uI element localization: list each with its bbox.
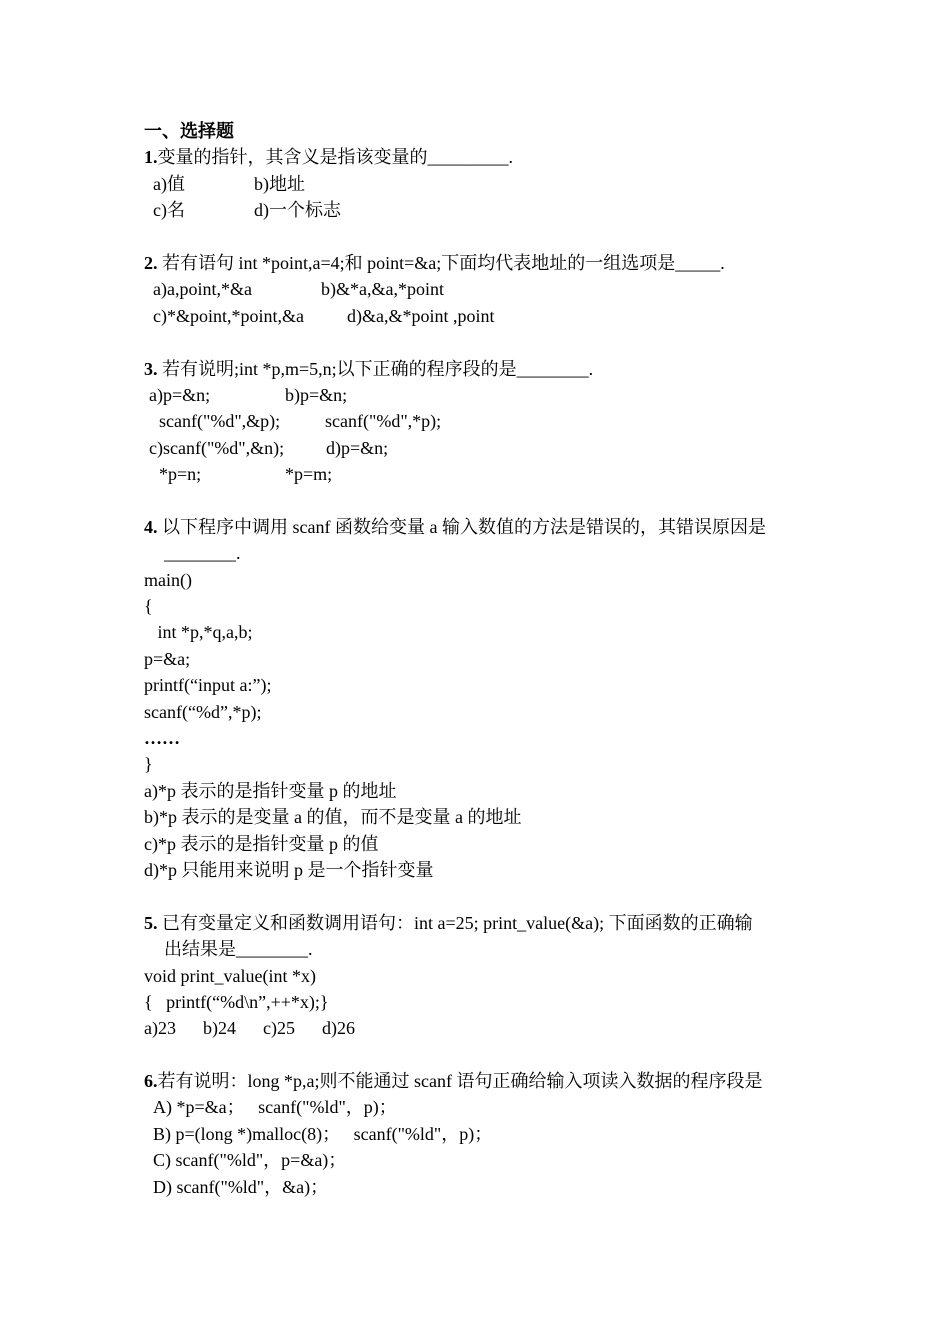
code-line: main() xyxy=(144,569,192,590)
option-b: b)地址 xyxy=(254,173,305,194)
question-2-options-row-2 xyxy=(144,303,814,329)
question-2-options-row-1 xyxy=(144,276,814,302)
option-d-line-2: *p=m; xyxy=(285,464,333,485)
option-d-line-1: d)p=&n; xyxy=(326,437,389,458)
option-b: b)&*a,&a,*point xyxy=(321,279,444,300)
code-line: void print_value(int *x) xyxy=(144,965,316,986)
question-number: 1. xyxy=(144,147,158,168)
question-4-stem xyxy=(144,514,814,540)
section-title: 一、选择题 xyxy=(144,121,234,141)
question-text: 若有说明;int *p,m=5,n;以下正确的程序段的是________. xyxy=(157,358,594,379)
option-c-line-1: c)scanf("%d",&n); xyxy=(149,437,285,458)
question-text: 已有变量定义和函数调用语句：int a=25; print_value(&a); 下面函数的正确输 xyxy=(157,912,753,933)
code-line: { printf(“%d\n”,++*x);} xyxy=(144,991,329,1012)
question-5-stem-continuation: 出结果是________. xyxy=(164,939,313,960)
option-c: c)*p 表示的是指针变量 p 的值 xyxy=(144,833,379,854)
option-c-line-2: *p=n; xyxy=(159,464,202,485)
question-2-stem xyxy=(144,250,814,276)
question-6-stem xyxy=(144,1068,814,1094)
code-line: int *p,*q,a,b; xyxy=(144,622,253,643)
question-3-options-row-3 xyxy=(144,435,814,461)
option-a-line-2: scanf("%d",&p); xyxy=(159,411,281,432)
option-d: d)&a,&*point ,point xyxy=(347,305,495,326)
code-line: scanf(“%d”,*p); xyxy=(144,701,262,722)
option-d: d)一个标志 xyxy=(254,200,341,221)
question-1-stem xyxy=(144,144,814,170)
question-text: 变量的指针，其含义是指该变量的_________. xyxy=(157,147,513,168)
question-3-options-row-2 xyxy=(144,408,814,434)
question-4-stem-continuation: ________. xyxy=(164,543,241,564)
question-number: 4. xyxy=(144,516,158,537)
question-5-options: a)23 b)24 c)25 d)26 xyxy=(144,1018,355,1039)
option-a: a)*p 表示的是指针变量 p 的地址 xyxy=(144,780,397,801)
code-line-ellipsis: …… xyxy=(144,727,180,748)
option-d: D) scanf("%ld"，&a)； xyxy=(153,1176,329,1197)
option-b-line-2: scanf("%d",*p); xyxy=(325,411,442,432)
question-3-stem xyxy=(144,356,814,382)
option-b-line-1: b)p=&n; xyxy=(285,384,348,405)
option-a: A) *p=&a； scanf("%ld"，p)； xyxy=(153,1097,397,1118)
option-b: B) p=(long *)malloc(8)； scanf("%ld"，p)； xyxy=(153,1123,493,1144)
question-number: 5. xyxy=(144,912,158,933)
question-number: 3. xyxy=(144,358,158,379)
code-line: } xyxy=(144,754,153,775)
question-3-options-row-4 xyxy=(144,461,814,487)
code-line: { xyxy=(144,596,153,617)
code-line: printf(“input a:”); xyxy=(144,675,272,696)
question-1-options-row-1 xyxy=(144,171,814,197)
question-text: 若有语句 int *point,a=4;和 point=&a;下面均代表地址的一组选项是_____. xyxy=(157,252,725,273)
question-3-options-row-1 xyxy=(144,382,814,408)
document-body xyxy=(144,118,814,1200)
option-a-line-1: a)p=&n; xyxy=(149,384,211,405)
option-d: d)*p 只能用来说明 p 是一个指针变量 xyxy=(144,859,434,880)
question-5-stem xyxy=(144,910,814,936)
question-text: 以下程序中调用 scanf 函数给变量 a 输入数值的方法是错误的，其错误原因是 xyxy=(157,516,766,537)
question-text: 若有说明：long *p,a;则不能通过 scanf 语句正确给输入项读入数据的程序段是 xyxy=(157,1071,763,1092)
question-number: 6. xyxy=(144,1071,158,1092)
option-c: c)*&point,*point,&a xyxy=(153,305,304,326)
option-c: C) scanf("%ld"，p=&a)； xyxy=(153,1150,347,1171)
option-a: a)值 xyxy=(153,173,185,194)
code-line: p=&a; xyxy=(144,648,191,669)
option-a: a)a,point,*&a xyxy=(153,279,252,300)
option-b: b)*p 表示的是变量 a 的值，而不是变量 a 的地址 xyxy=(144,807,522,828)
option-c: c)名 xyxy=(153,200,185,221)
question-1-options-row-2 xyxy=(144,197,814,223)
question-number: 2. xyxy=(144,252,158,273)
